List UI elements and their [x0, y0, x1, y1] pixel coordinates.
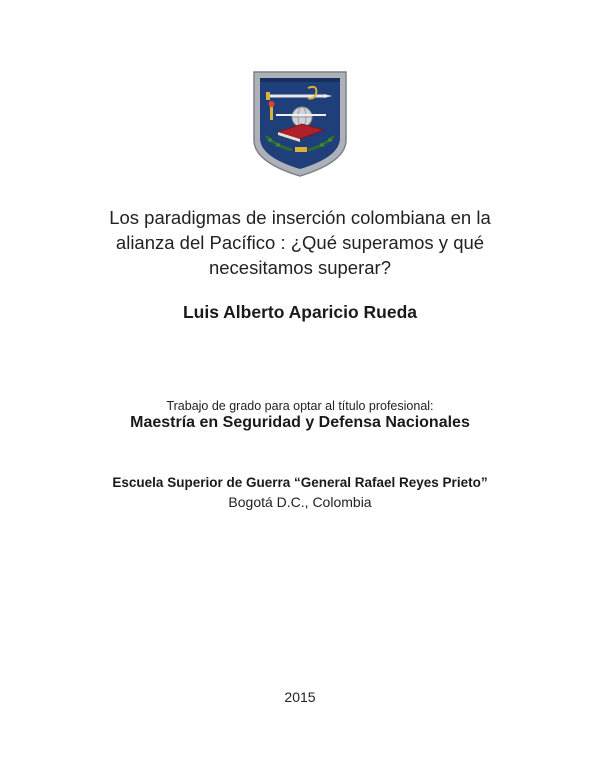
city-location: Bogotá D.C., Colombia: [228, 494, 372, 510]
author-name: Luis Alberto Aparicio Rueda: [182, 302, 417, 322]
institution-crest-icon: [252, 70, 348, 178]
document-title: [60, 205, 540, 280]
title-line-2: alianza del Pacífico : ¿Qué superamos y qué: [115, 232, 485, 253]
degree-name: Maestría en Seguridad y Defensa Nacionales: [130, 414, 470, 431]
school-name: Escuela Superior de Guerra “General Rafael Reyes Prieto”: [112, 475, 488, 490]
publication-year: 2015: [284, 689, 316, 705]
title-line-3: necesitamos superar?: [208, 257, 391, 278]
degree-intro: Trabajo de grado para optar al título profesional:: [166, 399, 434, 413]
title-line-1: Los paradigmas de inserción colombiana en la: [109, 207, 491, 228]
